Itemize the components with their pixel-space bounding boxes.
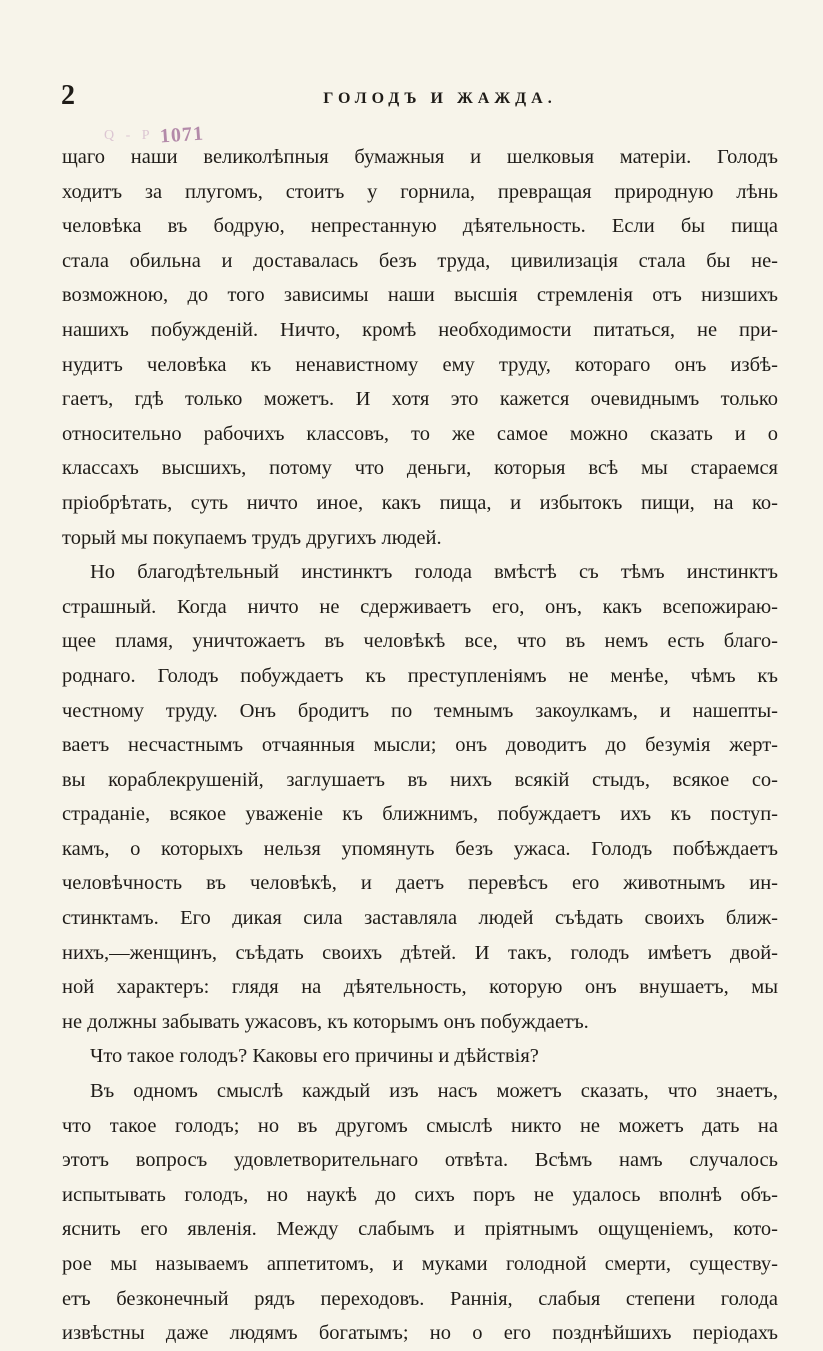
page-number: 2 (61, 80, 75, 111)
text-line: торый мы покупаемъ трудъ другихъ людей. (62, 526, 442, 549)
text-line: пріобрѣтать, суть ничто иное, какъ пища, и избытокъ пищи, на ко- (62, 491, 778, 514)
text-line: испытывать голодъ, но наукѣ до сихъ поръ не удалось вполнѣ объ- (62, 1183, 778, 1206)
text-line: не должны забывать ужасовъ, къ которымъ онъ побуждаетъ. (62, 1010, 589, 1033)
text-line: этотъ вопросъ удовлетворительнаго отвѣта. Всѣмъ намъ случалось (62, 1149, 778, 1172)
text-line: щее пламя, уничтожаетъ въ человѣкѣ все, что въ немъ есть благо- (62, 630, 778, 653)
text-line: извѣстны даже людямъ богатымъ; но о его позднѣйшихъ періодахъ (62, 1322, 778, 1345)
text-line: страданіе, всякое уваженіе къ ближнимъ, побуждаетъ ихъ къ поступ- (62, 803, 778, 826)
text-line: стинктамъ. Его дикая сила заставляла людей съѣдать своихъ ближ- (62, 907, 778, 930)
body-text (62, 140, 778, 1351)
text-line: честному труду. Онъ бродитъ по темнымъ закоулкамъ, и нашепты- (62, 699, 778, 722)
text-line: нудитъ человѣка къ ненавистному ему труду, котораго онъ избѣ- (62, 353, 778, 376)
text-line: нихъ,—женщинъ, съѣдать своихъ дѣтей. И такъ, голодъ имѣетъ двой- (62, 941, 778, 964)
text-line: гаетъ, гдѣ только можетъ. И хотя это кажется очевиднымъ только (62, 388, 778, 411)
text-line: что такое голодъ; но въ другомъ смыслѣ никто не можетъ дать на (62, 1114, 778, 1137)
text-line: яснить его явленія. Между слабымъ и пріятнымъ ощущеніемъ, кото- (62, 1218, 778, 1241)
text-line: щаго наши великолѣпныя бумажныя и шелковыя матеріи. Голодъ (62, 146, 778, 168)
running-head: ГОЛОДЪ И ЖАЖДА. (323, 90, 557, 107)
library-stamp: 1071 (159, 122, 205, 148)
text-line: человѣка въ бодрую, непрестанную дѣятельность. Если бы пища (62, 215, 778, 238)
text-line: человѣчность въ человѣкѣ, и даетъ перевѣсъ его животнымъ ин- (62, 872, 778, 895)
text-line: нашихъ побужденій. Ничто, кромѣ необходимости питаться, не при- (62, 318, 778, 341)
text-line: Въ одномъ смыслѣ каждый изъ насъ можетъ сказать, что знаетъ, (90, 1080, 778, 1103)
text-line: ной характеръ: глядя на дѣятельность, которую онъ внушаетъ, мы (62, 976, 778, 999)
text-line: Что такое голодъ? Каковы его причины и дѣйствія? (90, 1045, 539, 1068)
text-line: ходитъ за плугомъ, стоитъ у горнила, превращая природную лѣнь (62, 180, 778, 203)
text-line: рое мы называемъ аппетитомъ, и муками голодной смерти, существу- (62, 1253, 778, 1275)
text-line: классахъ высшихъ, потому что деньги, которыя всѣ мы стараемся (62, 457, 778, 480)
text-line: вы кораблекрушеній, заглушаетъ въ нихъ всякій стыдъ, всякое со- (62, 768, 778, 791)
text-line: ваетъ несчастнымъ отчаянныя мысли; онъ доводитъ до безумія жерт- (62, 734, 778, 757)
text-line: возможною, до того зависимы наши высшія стремленія отъ низшихъ (62, 284, 778, 307)
text-line: страшный. Когда ничто не сдерживаетъ его, онъ, какъ всепожираю- (62, 595, 778, 618)
text-line: етъ безконечный рядъ переходовъ. Раннія, слабыя степени голода (62, 1287, 778, 1310)
text-line: стала обильна и доставалась безъ труда, цивилизація стала бы не- (62, 249, 778, 272)
text-line: Но благодѣтельный инстинктъ голода вмѣстѣ съ тѣмъ инстинктъ (90, 561, 778, 584)
text-line: камъ, о которыхъ нельзя упомянуть безъ ужаса. Голодъ побѣждаетъ (62, 837, 778, 860)
text-line: относительно рабочихъ классовъ, то же самое можно сказать и о (62, 422, 778, 445)
library-stamp-faint: Q - P (104, 128, 154, 143)
text-line: роднаго. Голодъ побуждаетъ къ преступленіямъ не менѣе, чѣмъ къ (62, 664, 778, 687)
